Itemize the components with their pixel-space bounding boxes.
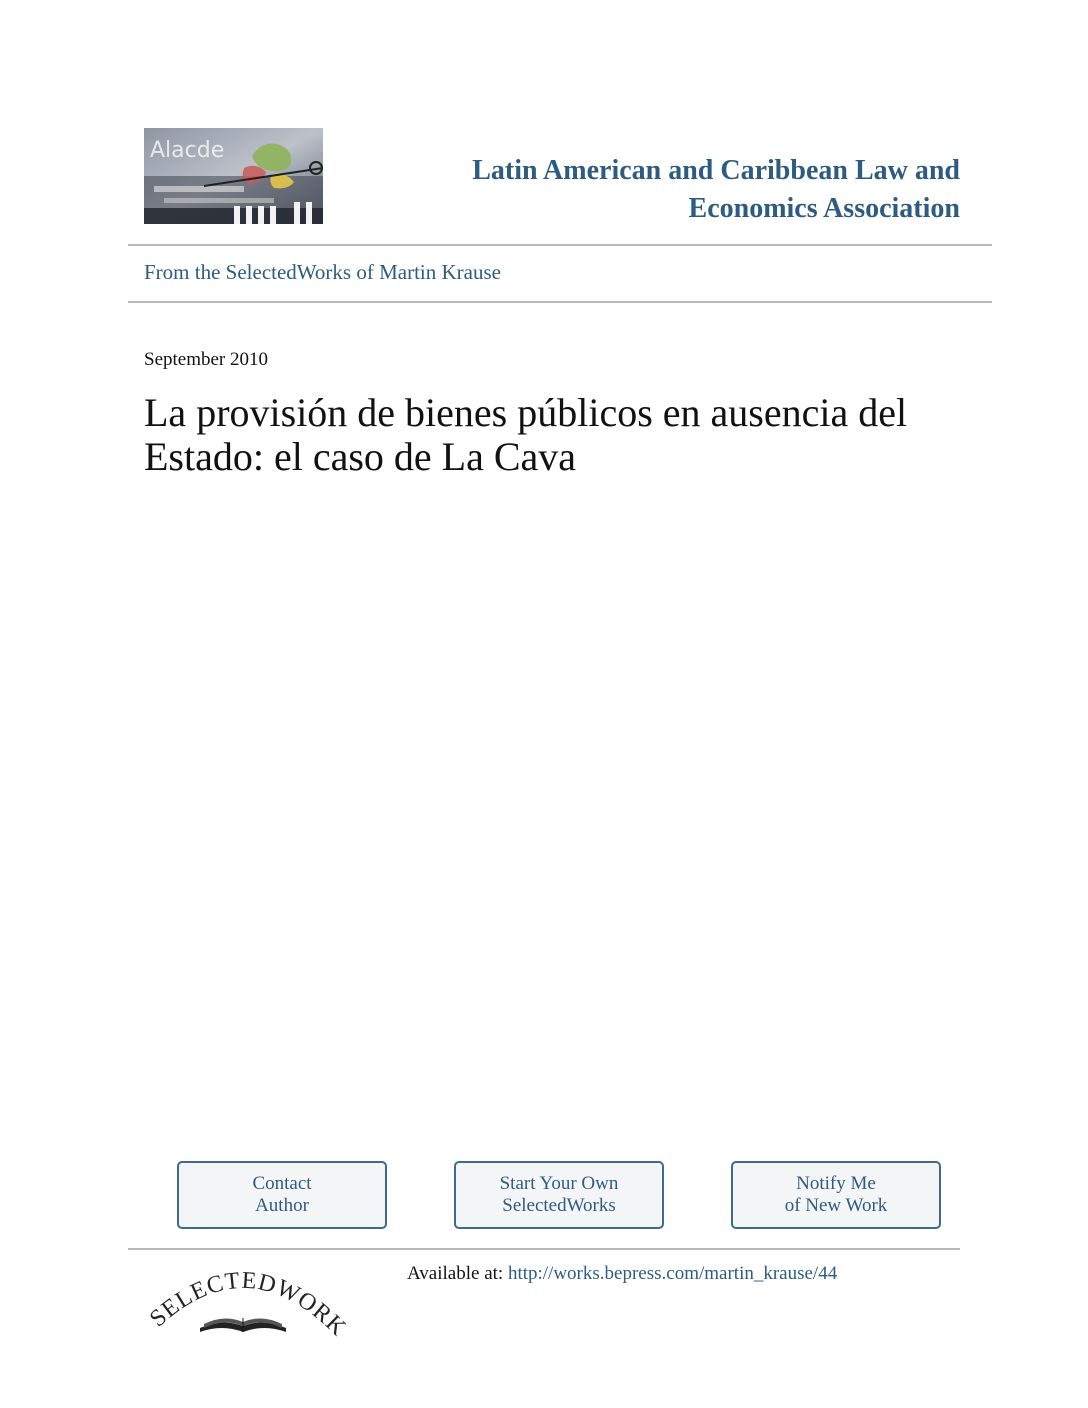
notify-new-work-button[interactable] [731,1161,941,1229]
start-selectedworks-line2: SelectedWorks [502,1195,616,1216]
alacde-logo [144,128,323,224]
contact-author-line2: Author [255,1195,309,1216]
notify-new-work-line2: of New Work [784,1195,888,1216]
article-title-line1: La provisión de bienes públicos en ausencia del [144,390,908,435]
open-book-icon [200,1318,286,1332]
available-at [407,1263,837,1285]
publication-date: September 2010 [144,349,269,370]
available-at-label: Available at: [407,1263,504,1284]
alacde-logo-text: Alacde [150,138,225,163]
notify-new-work-line1: Notify Me [796,1173,876,1194]
available-at-url-link[interactable]: http://works.bepress.com/martin_krause/44 [507,1263,838,1284]
article-title-line2: Estado: el caso de La Cava [144,434,577,479]
organization-name-line2: Economics Association [688,193,960,224]
from-line-divider [128,301,992,303]
organization-name-line1: Latin American and Caribbean Law and [472,155,960,186]
contact-author-button[interactable] [177,1161,387,1229]
footer-divider [128,1248,960,1250]
start-selectedworks-line1: Start Your Own [499,1173,619,1194]
start-selectedworks-button[interactable] [454,1161,664,1229]
contact-author-line1: Contact [252,1173,312,1194]
selectedworks-author-link[interactable]: From the SelectedWorks of Martin Krause [144,260,501,284]
selectedworks-logo [140,1258,346,1342]
article-title [144,391,924,479]
selectedworks-logo-text: SELECTEDWOR [145,1267,338,1333]
header-divider [128,244,992,246]
organization-name [400,152,960,228]
